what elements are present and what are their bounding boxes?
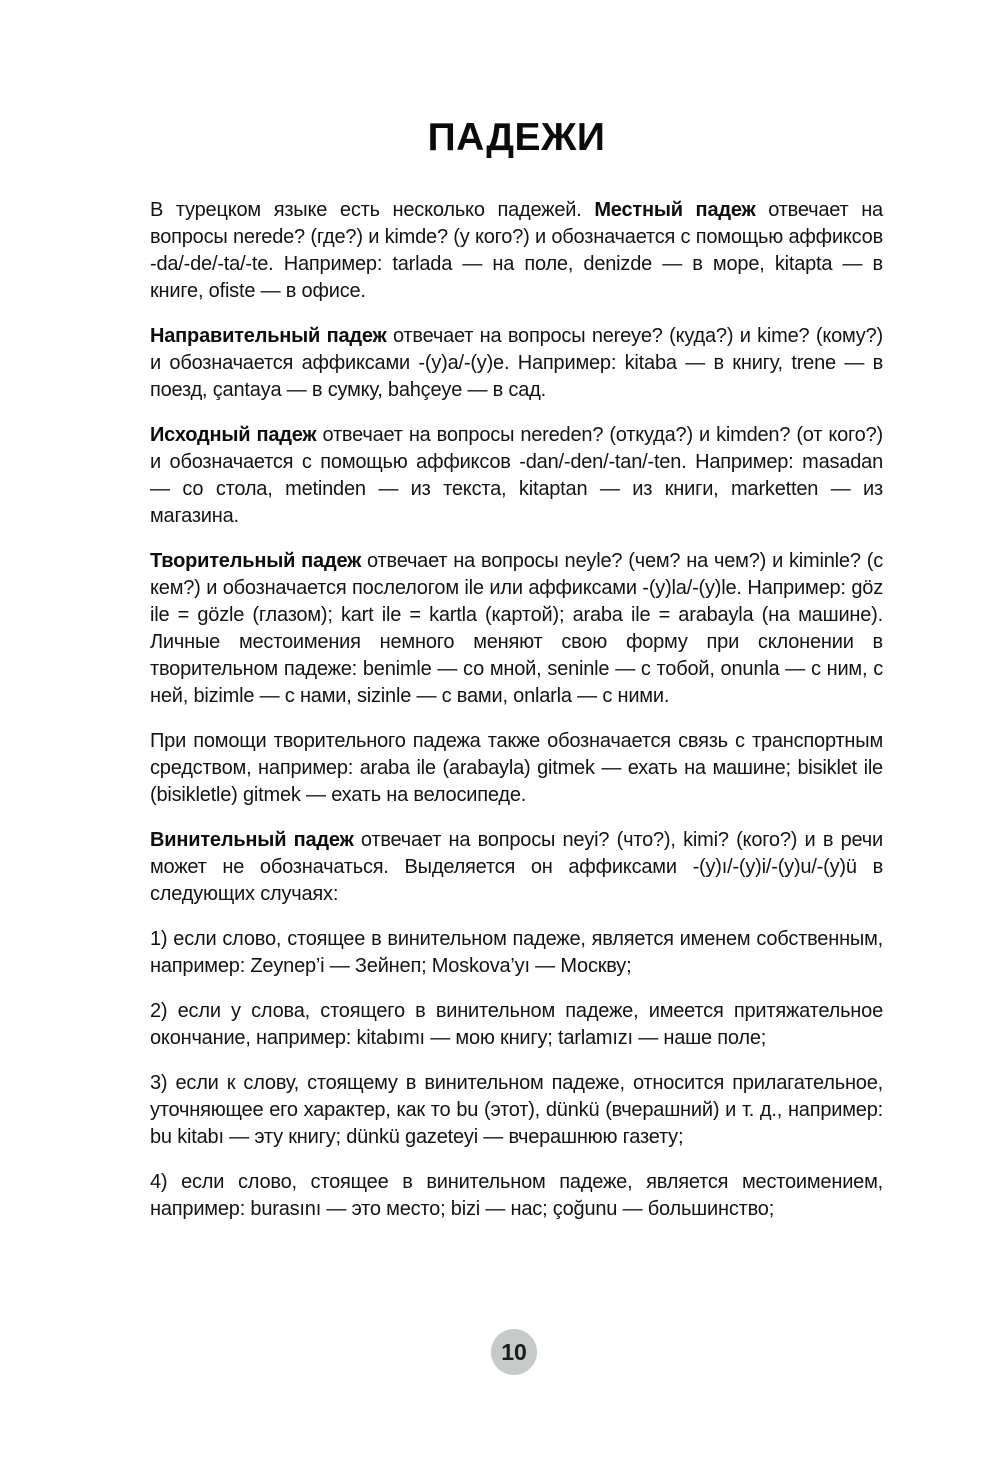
text-segment: В турецком языке есть несколько падежей. bbox=[150, 198, 595, 221]
term-ablative-case: Исходный падеж bbox=[150, 423, 317, 446]
paragraph-instrumental-case bbox=[150, 548, 883, 710]
paragraph-instrumental-transport bbox=[150, 728, 883, 809]
page-number-badge bbox=[491, 1329, 537, 1375]
paragraph-accusative-rule-1 bbox=[150, 926, 883, 980]
text-segment: отвечает на вопросы nerede? (где?) и kimde? (у кого?) и обозначается с помощью аффиксов -da/-de/-ta/-te. Например: tarlada — на поле, denizde — в море, kitapta — в книге, ofiste — в офисе. bbox=[150, 198, 883, 302]
page-title: ПАДЕЖИ bbox=[427, 116, 606, 159]
text-segment: 3) если к слову, стоящему в винительном падеже, относится прилагательное, уточняющее его характер, как то bu (этот), dünkü (вчерашний) и т. д., например: bu kitabı — эту книгу; dünkü gazeteyi — вчерашнюю газету; bbox=[150, 1071, 883, 1148]
term-accusative-case: Винительный падеж bbox=[150, 828, 354, 851]
page-number: 10 bbox=[501, 1338, 527, 1365]
text-segment: 4) если слово, стоящее в винительном падеже, является местоимением, например: burasını — это место; bizi — нас; çoğunu — большинство; bbox=[150, 1170, 883, 1220]
paragraph-accusative-rule-4 bbox=[150, 1169, 883, 1223]
term-locative-case: Местный падеж bbox=[594, 198, 756, 221]
text-segment: отвечает на вопросы nereye? (куда?) и kime? (кому?) и обозначается аффиксами -(y)a/-(y)e. Например: kitaba — в книгу, trene — в поезд, çantaya — в сумку, bahçeye — в сад. bbox=[150, 324, 883, 401]
term-dative-case: Направительный падеж bbox=[150, 324, 387, 347]
paragraph-locative-case bbox=[150, 197, 883, 305]
text-segment: При помощи творительного падежа также обозначается связь с транспортным средством, например: araba ile (arabayla) gitmek — ехать на машине; bisiklet ile (bisikletle) gitmek — ехать на велосипеде. bbox=[150, 729, 883, 806]
paragraph-accusative-rule-3 bbox=[150, 1070, 883, 1151]
text-segment: 2) если у слова, стоящего в винительном падеже, имеется притяжательное окончание, например: kitabımı — мою книгу; tarlamızı — наше поле; bbox=[150, 999, 883, 1049]
term-instrumental-case: Творительный падеж bbox=[150, 549, 362, 572]
text-segment: отвечает на вопросы neyi? (что?), kimi? (кого?) и в речи может не обозначаться. Выделяется он аффиксами -(y)ı/-(y)i/-(y)u/-(y)ü в следующих случаях: bbox=[150, 828, 883, 905]
text-segment: отвечает на вопросы neyle? (чем? на чем?) и kiminle? (с кем?) и обозначается послелогом ile или аффиксами -(y)la/-(y)le. Например: göz ile = gözle (глазом); kart ile = kartla (картой); araba ile = arabayla (на машине). Личные местоимения немного меняют свою форму при склонении в творительном падеже: benimle — со мной, seninle — с тобой, onunla — с ним, с ней, bizimle — с нами, sizinle — с вами, onlarla — с ними. bbox=[150, 549, 883, 707]
text-segment: 1) если слово, стоящее в винительном падеже, является именем собственным, например: Zeynep’i — Зейнеп; Moskova’yı — Москву; bbox=[150, 927, 883, 977]
paragraph-accusative-case bbox=[150, 827, 883, 908]
paragraph-dative-case bbox=[150, 323, 883, 404]
text-segment: отвечает на вопросы nereden? (откуда?) и kimden? (от кого?) и обозначается с помощью аффиксов -dan/-den/-tan/-ten. Например: masadan — со стола, metinden — из текста, kitaptan — из книги, marketten — из магазина. bbox=[150, 423, 883, 527]
paragraph-ablative-case bbox=[150, 422, 883, 530]
paragraph-accusative-rule-2 bbox=[150, 998, 883, 1052]
